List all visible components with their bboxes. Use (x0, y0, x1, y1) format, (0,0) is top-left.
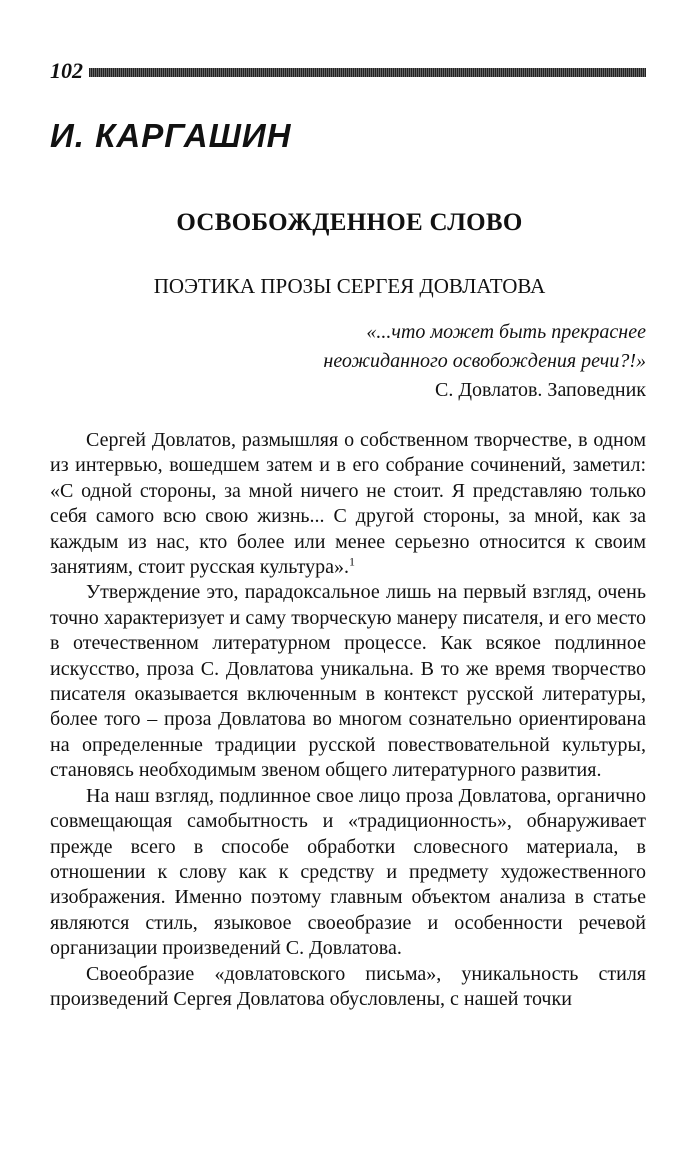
epigraph-line-1: «...что может быть прекраснее (366, 321, 646, 343)
epigraph-line-2: неожиданного освобождения речи?!» (323, 350, 646, 372)
paragraph-4: Своеобразие «довлатовского письма», уникальность стиля произведений Сергея Довлатова обусловлены, с нашей точки (50, 962, 646, 1010)
paragraph-1 (50, 428, 646, 580)
paragraph-1-text: Сергей Довлатов, размышляя о собственном творчестве, в одном из интервью, вошедшем затем и в его собрание сочинений, заметил: «С одной стороны, за мной ничего не стоит. Я представляю только себя самого всю свою жизнь... С другой стороны, за мной, как за каждым из нас, кто более или менее серьезно относится к своим занятиям, стоит русская культура». (50, 429, 646, 579)
header-rule (89, 68, 646, 77)
paragraph-2: Утверждение это, парадоксальное лишь на первый взгляд, очень точно характеризует и саму творческую манеру писателя, и его место в отечественном литературном процессе. Как всякое подлинное искусство, проза С. Довлатова уникальна. В то же время творчество писателя оказывается включенным в контекст русской литературы, более того – проза Довлатова во многом сознательно ориентирована на определенные традиции русской повествовательной культуры, становясь необходимым звеном общего литературного развития. (50, 581, 646, 782)
footnote-marker: 1 (349, 554, 356, 569)
page-number: 102 (50, 58, 83, 83)
epigraph (86, 318, 646, 405)
article-subtitle: ПОЭТИКА ПРОЗЫ СЕРГЕЯ ДОВЛАТОВА (153, 274, 546, 298)
author-name: И. КАРГАШИН (50, 117, 292, 154)
running-header (50, 58, 646, 84)
article-title: ОСВОБОЖДЕННОЕ СЛОВО (176, 209, 523, 236)
paragraph-3: На наш взгляд, подлинное свое лицо проза Довлатова, органично совмещающая самобытность и «традиционность», обнаруживает прежде всего в способе обработки словесного материала, в отношении к слову как к средству и предмету художественного изображения. Именно поэтому главным объектом анализа в статье являются стиль, языковое своеобразие и особенности речевой организации произведений С. Довлатова. (50, 784, 646, 960)
epigraph-source: С. Довлатов. Заповедник (435, 379, 646, 401)
body-text (50, 428, 646, 1012)
